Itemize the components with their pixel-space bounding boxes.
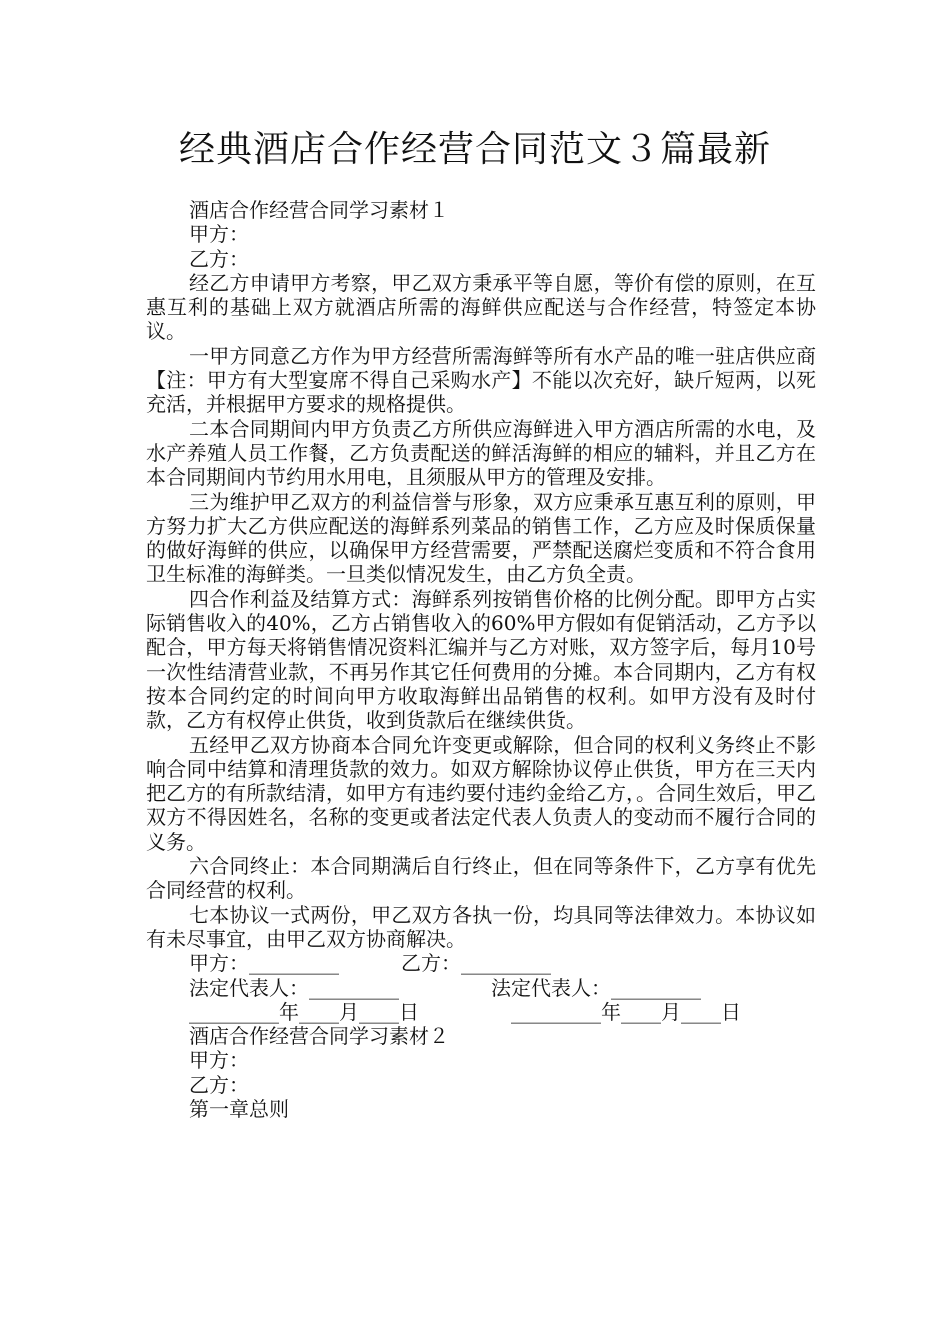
party-a-date: _________年____月____日 (189, 999, 419, 1024)
party-a-label: 甲方： (189, 1048, 249, 1073)
party-b-label: 乙方： (189, 246, 249, 271)
paragraph: 经乙方申请甲方考察，甲乙双方秉承平等自愿，等价有偿的原则，在互惠互利的基础上双方就酒店所需的海鲜供应配送与合作经营，特签定本协议。 (146, 270, 816, 344)
paragraph: 四合作利益及结算方式：海鲜系列按销售价格的比例分配。即甲方占实际销售收入的40%，乙方占销售收入的60%甲方假如有促销活动，乙方予以配合，甲方每天将销售情况资料汇编并与乙方对账，双方签字后，每月10号一次性结清营业款，不再另作其它任何费用的分摊。本合同期内，乙方有权按本合同约定的时间向甲方收取海鲜出品销售的权利。如甲方没有及时付款，乙方有权停止供货，收到货款后在继续供货。 (146, 586, 816, 733)
party-a-signature: 甲方：_________ (189, 951, 339, 976)
representative-row (146, 976, 816, 1000)
paragraph: 七本协议一式两份，甲乙双方各执一份，均具同等法律效力。本协议如有未尽事宜，由甲乙双方协商解决。 (146, 902, 816, 951)
paragraph: 三为维护甲乙双方的利益信誉与形象，双方应秉承互惠互利的原则，甲方努力扩大乙方供应配送的海鲜系列菜品的销售工作，乙方应及时保质保量的做好海鲜的供应，以确保甲方经营需要，严禁配送腐烂变质和不符合食用卫生标准的海鲜类。一旦类似情况发生，由乙方负全责。 (146, 489, 816, 587)
section-heading: 酒店合作经营合同学习素材１ (189, 198, 449, 222)
document-title: 经典酒店合作经营合同范文３篇最新 (178, 129, 771, 170)
paragraph: 五经甲乙双方协商本合同允许变更或解除，但合同的权利义务终止不影响合同中结算和清理货款的效力。如双方解除协议停止供货，甲方在三天内把乙方的有所款结清，如甲方有违约要付违约金给乙方，。合同生效后，甲乙双方不得因姓名，名称的变更或者法定代表人负责人的变动而不履行合同的义务。 (146, 732, 816, 854)
party-b-signature: 乙方：_________ (401, 951, 551, 976)
party-b-date: _________年____月____日 (511, 999, 741, 1024)
paragraph: 六合同终止：本合同期满后自行终止，但在同等条件下，乙方享有优先合同经营的权利。 (146, 854, 816, 903)
signature-row (146, 951, 816, 975)
chapter-heading: 第一章总则 (189, 1096, 289, 1121)
party-a-representative: 法定代表人：_________ (189, 975, 399, 1000)
section-heading: 酒店合作经营合同学习素材２ (189, 1024, 449, 1049)
party-b-label: 乙方： (189, 1072, 249, 1097)
paragraph: 一甲方同意乙方作为甲方经营所需海鲜等所有水产品的唯一驻店供应商【注：甲方有大型宴席不得自己采购水产】不能以次充好，缺斤短两，以死充活，并根据甲方要求的规格提供。 (146, 343, 816, 417)
date-row (146, 1000, 816, 1024)
party-a-label: 甲方： (189, 222, 249, 247)
document-body (146, 198, 816, 1121)
paragraph: 二本合同期间内甲方负责乙方所供应海鲜进入甲方酒店所需的水电，及水产养殖人员工作餐，乙方负责配送的鲜活海鲜的相应的辅料，并且乙方在本合同期间内节约用水用电，且须服从甲方的管理及安排。 (146, 416, 816, 490)
party-b-representative: 法定代表人：_________ (491, 975, 701, 1000)
